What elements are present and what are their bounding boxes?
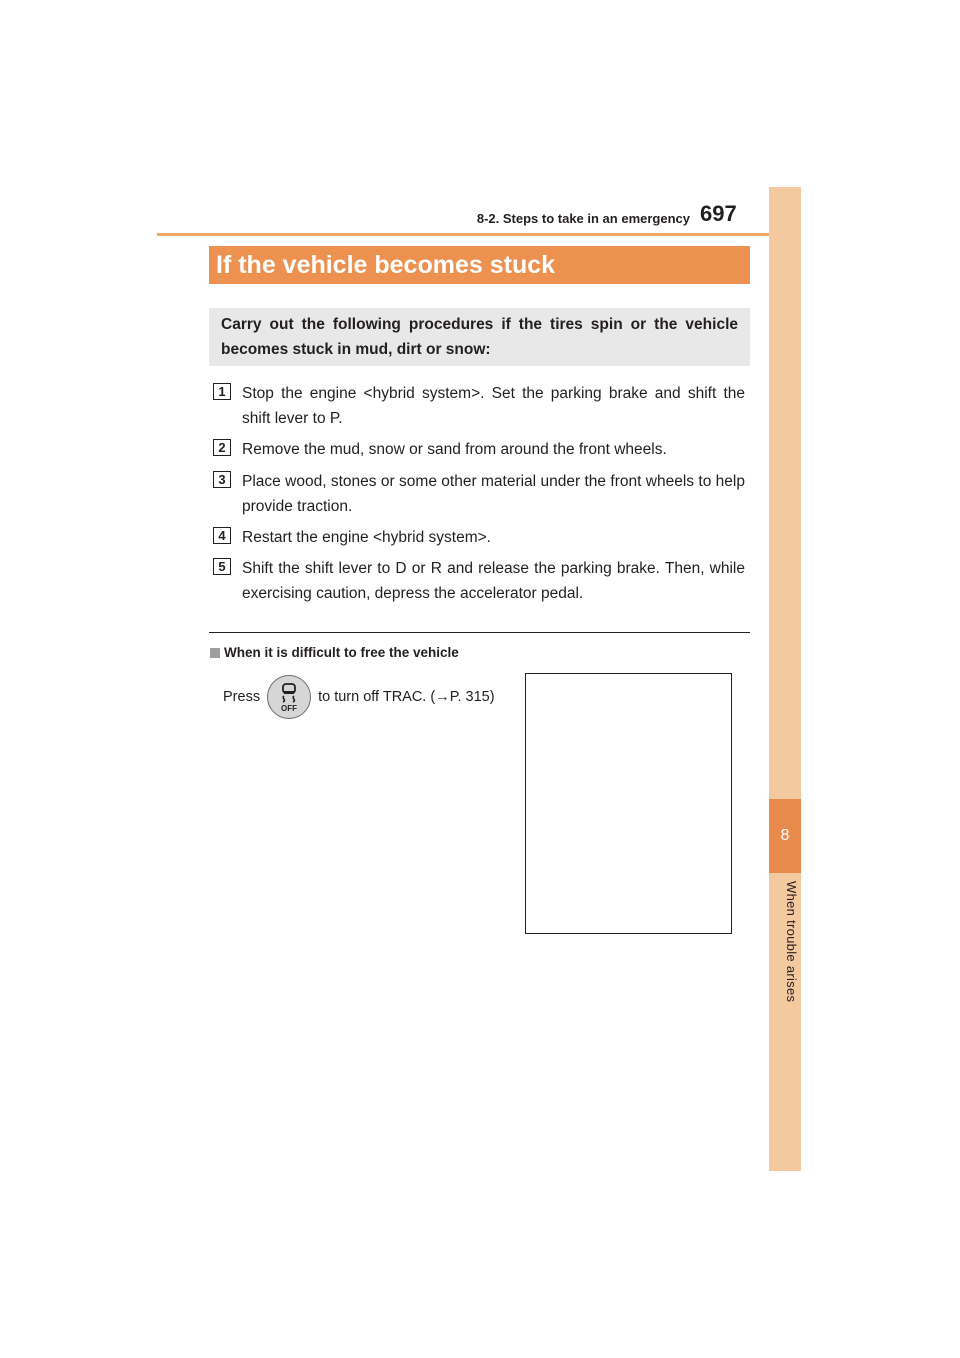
step-number: 2 <box>213 439 231 456</box>
section-divider <box>209 632 750 633</box>
note-heading <box>210 645 459 660</box>
press-word: Press <box>223 689 261 705</box>
section-title: If the vehicle becomes stuck <box>209 246 750 284</box>
off-label: OFF <box>281 704 298 713</box>
step-number: 1 <box>213 383 231 400</box>
step-number: 5 <box>213 558 231 575</box>
square-bullet-icon <box>210 648 220 658</box>
step-number: 4 <box>213 527 231 544</box>
chapter-side-tab <box>769 187 801 1171</box>
intro-box: Carry out the following procedures if the tires spin or the vehicle becomes stuck in mud, dirt or snow: <box>209 308 750 366</box>
step-text: Restart the engine <hybrid system>. <box>242 529 491 546</box>
chapter-title: When trouble arises <box>784 881 799 1003</box>
step-text: Remove the mud, snow or sand from around the front wheels. <box>242 441 667 458</box>
step-text: Shift the shift lever to D or R and release the parking brake. Then, while exercising caution, depress the accelerator pedal. <box>242 560 745 602</box>
illustration-frame <box>525 673 732 934</box>
note-heading-text: When it is difficult to free the vehicle <box>224 645 459 660</box>
header-rule <box>157 233 769 236</box>
header-section-title: 8-2. Steps to take in an emergency <box>476 211 690 226</box>
trac-off-button-icon <box>267 675 311 719</box>
vsc-off-icon <box>271 679 307 715</box>
chapter-number: 8 <box>769 799 801 873</box>
step-text: Place wood, stones or some other material under the front wheels to help provide traction. <box>242 473 745 515</box>
note-line <box>223 672 495 722</box>
page-number: 697 <box>700 201 737 226</box>
step-number: 3 <box>213 471 231 488</box>
step-text: Stop the engine <hybrid system>. Set the parking brake and shift the shift lever to P. <box>242 385 745 427</box>
note-after-text: to turn off TRAC. (→P. 315) <box>318 689 495 705</box>
